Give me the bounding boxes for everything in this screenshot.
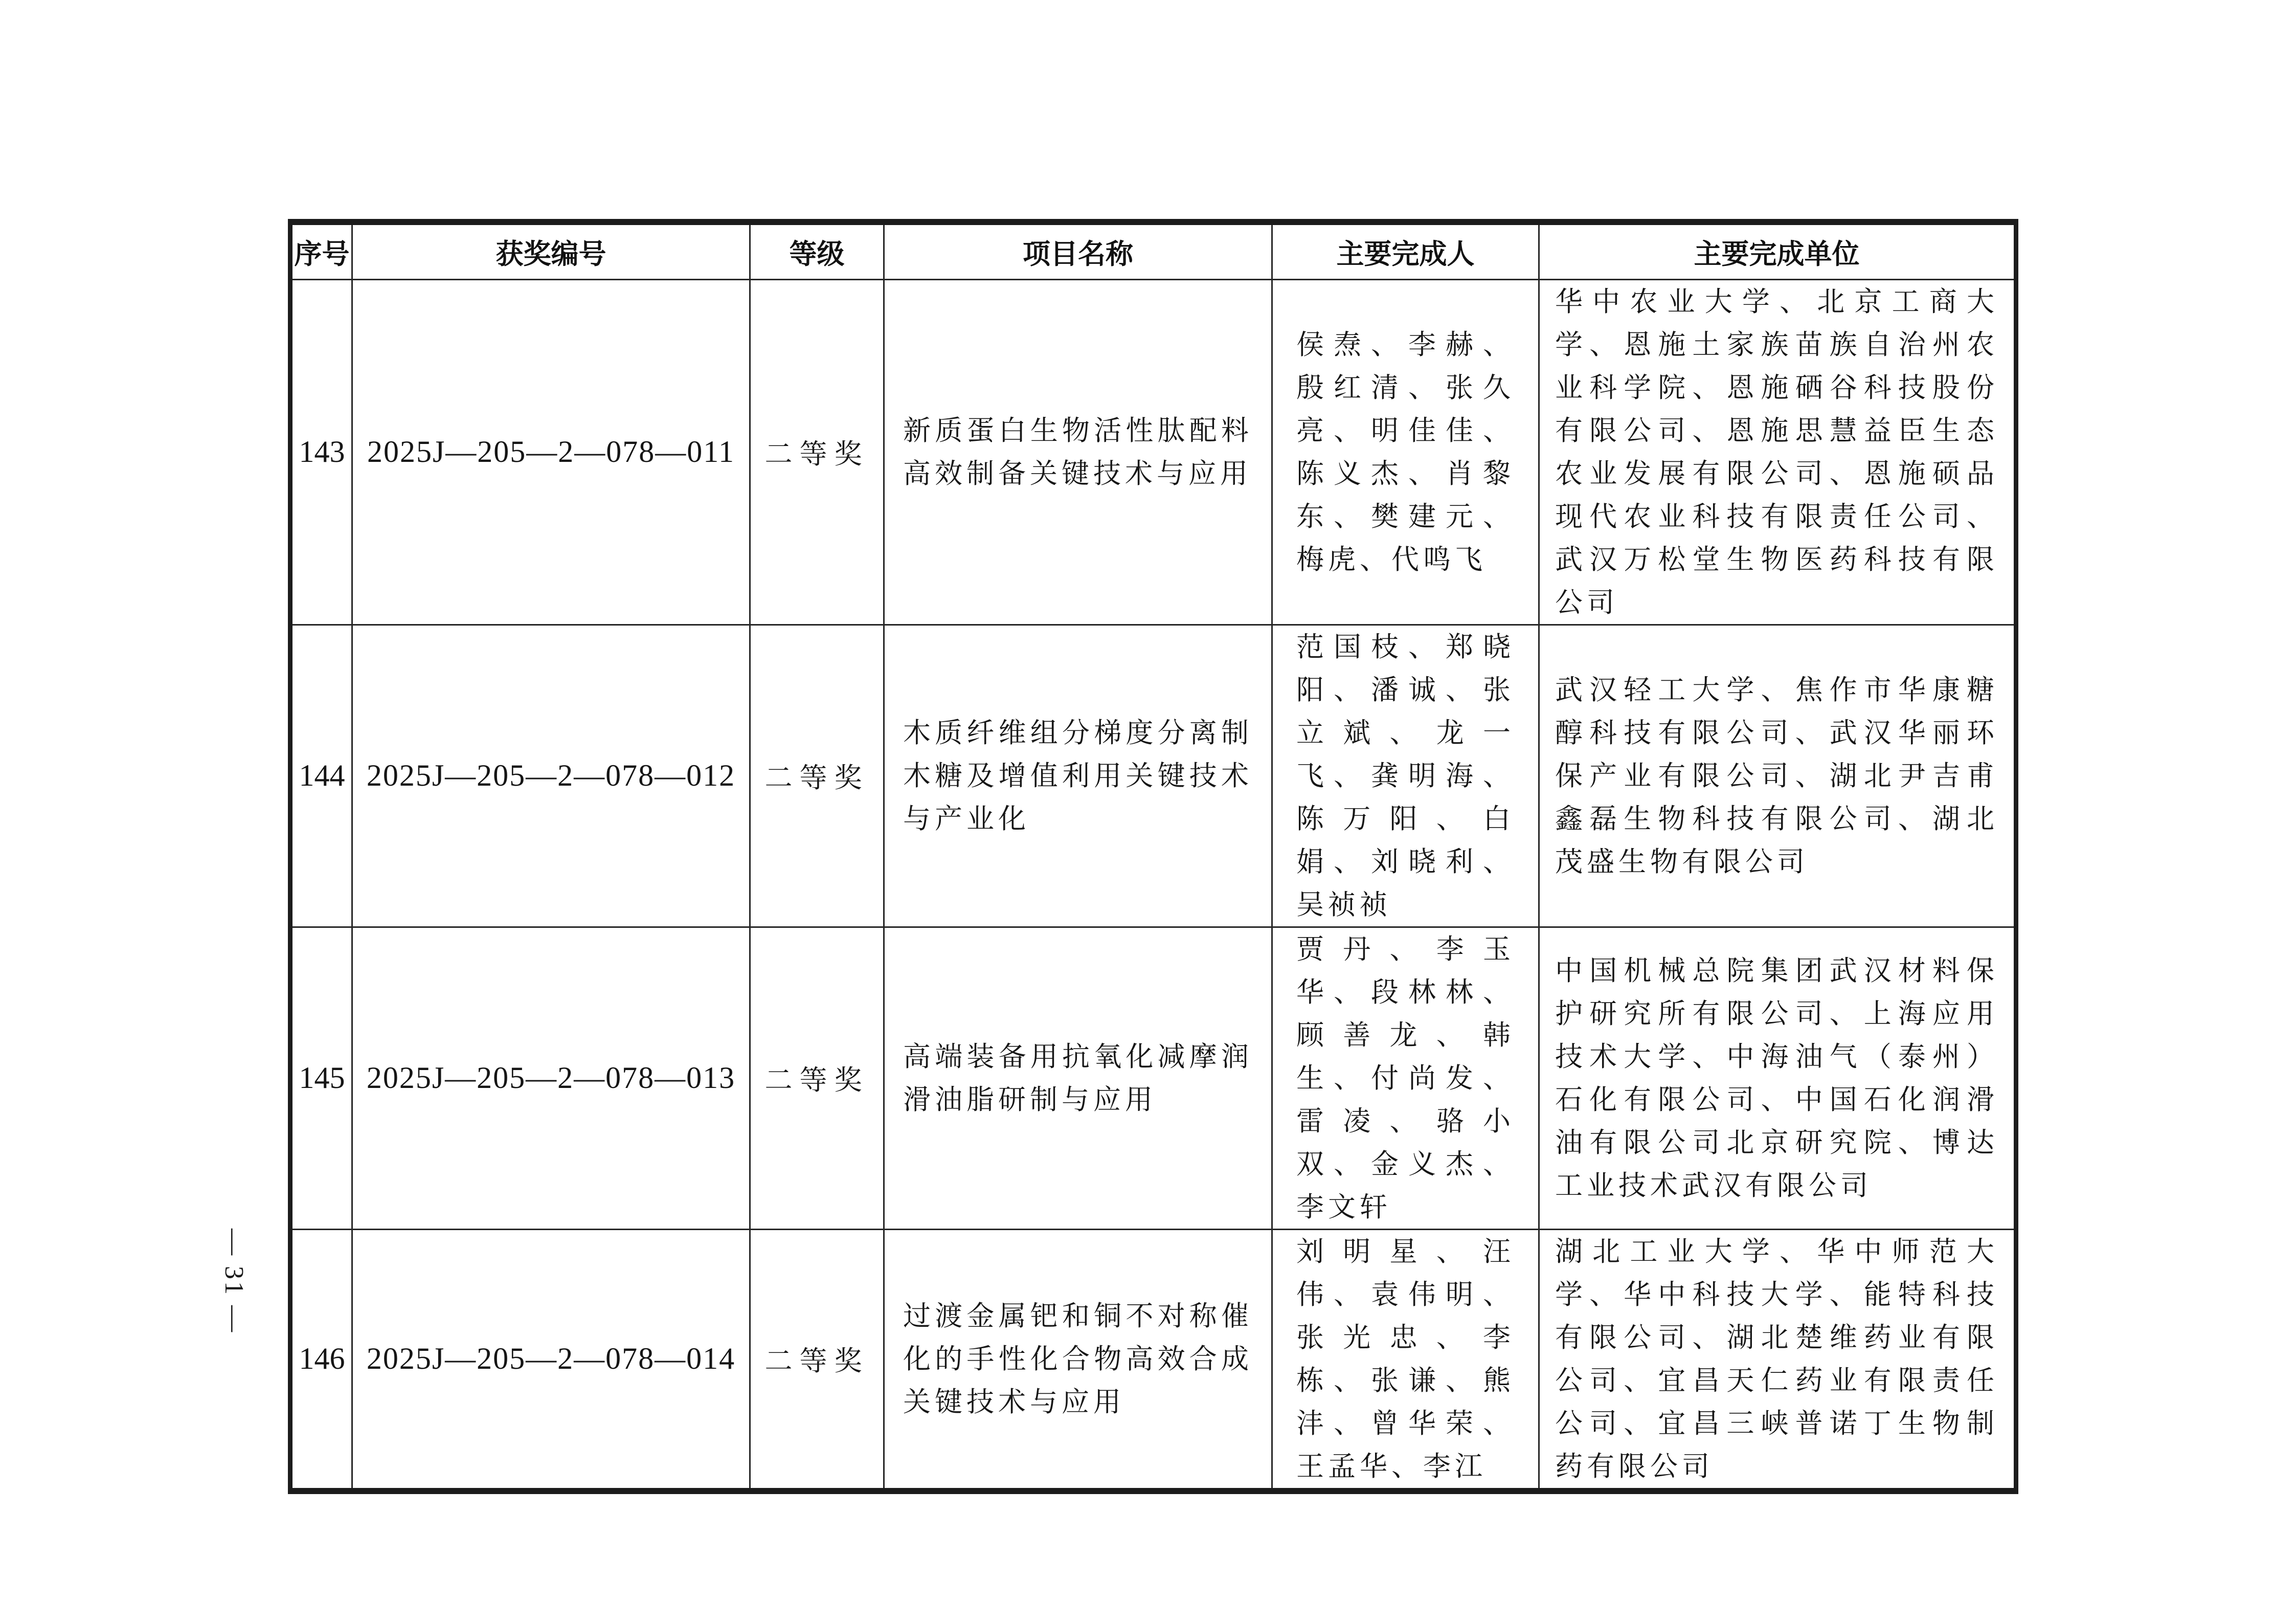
cell-organizations [1539,279,2016,625]
cell-organizations [1539,927,2016,1229]
cell-contributors [1272,1229,1539,1491]
col-header-award-no: 获奖编号 [352,222,750,279]
cell-organizations [1539,625,2016,927]
cell-grade: 二等奖 [750,625,884,927]
cell-grade: 二等奖 [750,279,884,625]
cell-contributors [1272,279,1539,625]
table-row [290,279,2016,625]
page-number: — 31 — [219,1229,249,1334]
cell-seq: 146 [290,1229,352,1491]
project-name-text: 高端装备用抗氧化减摩润滑油脂研制与应用 [903,1041,1253,1115]
contributors-text: 刘明星、汪伟、袁伟明、张光忠、李栋、张谦、熊沣、曾华荣、王孟华、李江 [1296,1236,1515,1482]
project-name-text: 木质纤维组分梯度分离制木糖及增值利用关键技术与产业化 [903,717,1253,834]
cell-organizations [1539,1229,2016,1491]
cell-project [884,625,1272,927]
header-row [290,222,2016,279]
table-row [290,927,2016,1229]
cell-seq: 143 [290,279,352,625]
project-name-text: 过渡金属钯和铜不对称催化的手性化合物高效合成关键技术与应用 [903,1300,1253,1417]
col-header-seq: 序号 [290,222,352,279]
cell-grade: 二等奖 [750,927,884,1229]
cell-award-no: 2025J—205—2—078—013 [352,927,750,1229]
cell-award-no: 2025J—205—2—078—012 [352,625,750,927]
cell-project [884,1229,1272,1491]
cell-award-no: 2025J—205—2—078—014 [352,1229,750,1491]
col-header-project: 项目名称 [884,222,1272,279]
col-header-contributors: 主要完成人 [1272,222,1539,279]
award-table [288,219,2018,1494]
col-header-grade: 等级 [750,222,884,279]
col-header-organizations: 主要完成单位 [1539,222,2016,279]
project-name-text: 新质蛋白生物活性肽配料高效制备关键技术与应用 [903,415,1253,489]
cell-award-no: 2025J—205—2—078—011 [352,279,750,625]
cell-contributors [1272,625,1539,927]
contributors-text: 范国枝、郑晓阳、潘诚、张立斌、龙一飞、龚明海、陈万阳、白娟、刘晓利、吴祯祯 [1296,631,1515,920]
cell-grade: 二等奖 [750,1229,884,1491]
organizations-text: 武汉轻工大学、焦作市华康糖醇科技有限公司、武汉华丽环保产业有限公司、湖北尹吉甫鑫磊生物科技有限公司、湖北茂盛生物有限公司 [1555,674,1998,877]
contributors-text: 贾丹、李玉华、段林林、顾善龙、韩生、付尚发、雷凌、骆小双、金义杰、李文轩 [1296,933,1515,1222]
organizations-text: 华中农业大学、北京工商大学、恩施土家族苗族自治州农业科学院、恩施硒谷科技股份有限公司、恩施思慧益臣生态农业发展有限公司、恩施硕品现代农业科技有限责任公司、武汉万松堂生物医药科技有限公司 [1555,286,1998,618]
cell-project [884,927,1272,1229]
cell-seq: 145 [290,927,352,1229]
cell-project [884,279,1272,625]
cell-contributors [1272,927,1539,1229]
organizations-text: 中国机械总院集团武汉材料保护研究所有限公司、上海应用技术大学、中海油气（泰州）石化有限公司、中国石化润滑油有限公司北京研究院、博达工业技术武汉有限公司 [1555,955,1998,1201]
table-row [290,1229,2016,1491]
table-row [290,625,2016,927]
organizations-text: 湖北工业大学、华中师范大学、华中科技大学、能特科技有限公司、湖北楚维药业有限公司、宜昌天仁药业有限责任公司、宜昌三峡普诺丁生物制药有限公司 [1555,1236,1998,1482]
cell-seq: 144 [290,625,352,927]
contributors-text: 侯焘、李赫、殷红清、张久亮、明佳佳、陈义杰、肖黎东、樊建元、梅虎、代鸣飞 [1296,329,1515,575]
